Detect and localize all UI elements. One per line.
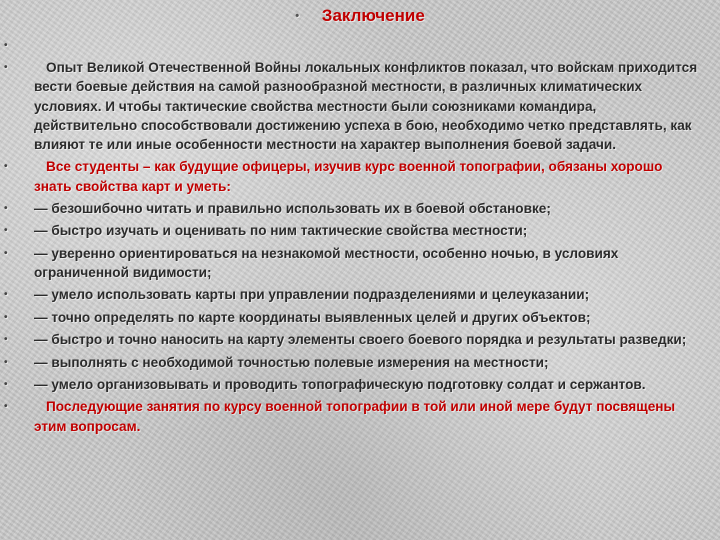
- item-text: — быстро и точно наносить на карту элементы своего боевого порядка и результаты разведки;: [34, 332, 687, 348]
- title-bullet: •: [295, 10, 300, 22]
- list-item-skill: [0, 330, 720, 349]
- list-item-students: [0, 157, 720, 195]
- bullet-icon: •: [4, 62, 8, 74]
- item-text: Опыт Великой Отечественной Войны локальных конфликтов показал, что войскам приходится вести боевые действия на самой разнообразной местности, в различных климатических условиях. И чтобы тактические свойства местности были союзниками командира, действительно способствовали достижению успеха в бою, необходимо четко представлять, как влияют те или иные особенности местности на характер выполнения боевой задачи.: [34, 60, 698, 152]
- list-item-intro: [0, 58, 720, 154]
- bullet-icon: •: [4, 40, 8, 51]
- list-item-skill: [0, 308, 720, 327]
- item-text: — безошибочно читать и правильно использовать их в боевой обстановке;: [34, 200, 551, 216]
- bullet-icon: •: [4, 161, 8, 173]
- bullet-icon: •: [4, 378, 8, 390]
- item-text: — точно определять по карте координаты выявленных целей и других объектов;: [34, 309, 591, 325]
- slide-title: [0, 6, 720, 26]
- item-text: Все студенты – как будущие офицеры, изучив курс военной топографии, обязаны хорошо знать свойства карт и уметь:: [34, 159, 663, 194]
- bullet-icon: •: [4, 289, 8, 301]
- list-item-skill: [0, 199, 720, 218]
- bullet-icon: •: [4, 356, 8, 368]
- item-text: — уверенно ориентироваться на незнакомой местности, особенно ночью, в условиях ограниченной видимости;: [34, 245, 619, 280]
- list-item-skill: [0, 221, 720, 240]
- bullet-icon: •: [4, 225, 8, 237]
- item-text: — умело использовать карты при управлении подразделениями и целеуказании;: [34, 287, 590, 303]
- bullet-icon: •: [4, 202, 8, 214]
- list-item-skill: [0, 353, 720, 372]
- list-item-skill: [0, 285, 720, 304]
- list-item-skill: [0, 375, 720, 394]
- list-item-closing: [0, 397, 720, 435]
- item-text: — быстро изучать и оценивать по ним тактические свойства местности;: [34, 223, 528, 239]
- bullet-icon: •: [4, 401, 8, 413]
- bullet-icon: •: [4, 247, 8, 259]
- item-text: — умело организовывать и проводить топографическую подготовку солдат и сержантов.: [34, 376, 646, 392]
- item-text: — выполнять с необходимой точностью полевые измерения на местности;: [34, 354, 549, 370]
- list-item-skill: [0, 244, 720, 282]
- bullet-icon: •: [4, 334, 8, 346]
- bullet-icon: •: [4, 311, 8, 323]
- list-item-empty: [0, 36, 720, 55]
- item-text: Последующие занятия по курсу военной топографии в той или иной мере будут посвящены этим вопросам.: [34, 399, 676, 434]
- title-text: Заключение: [321, 6, 425, 25]
- conclusion-list: [0, 36, 720, 439]
